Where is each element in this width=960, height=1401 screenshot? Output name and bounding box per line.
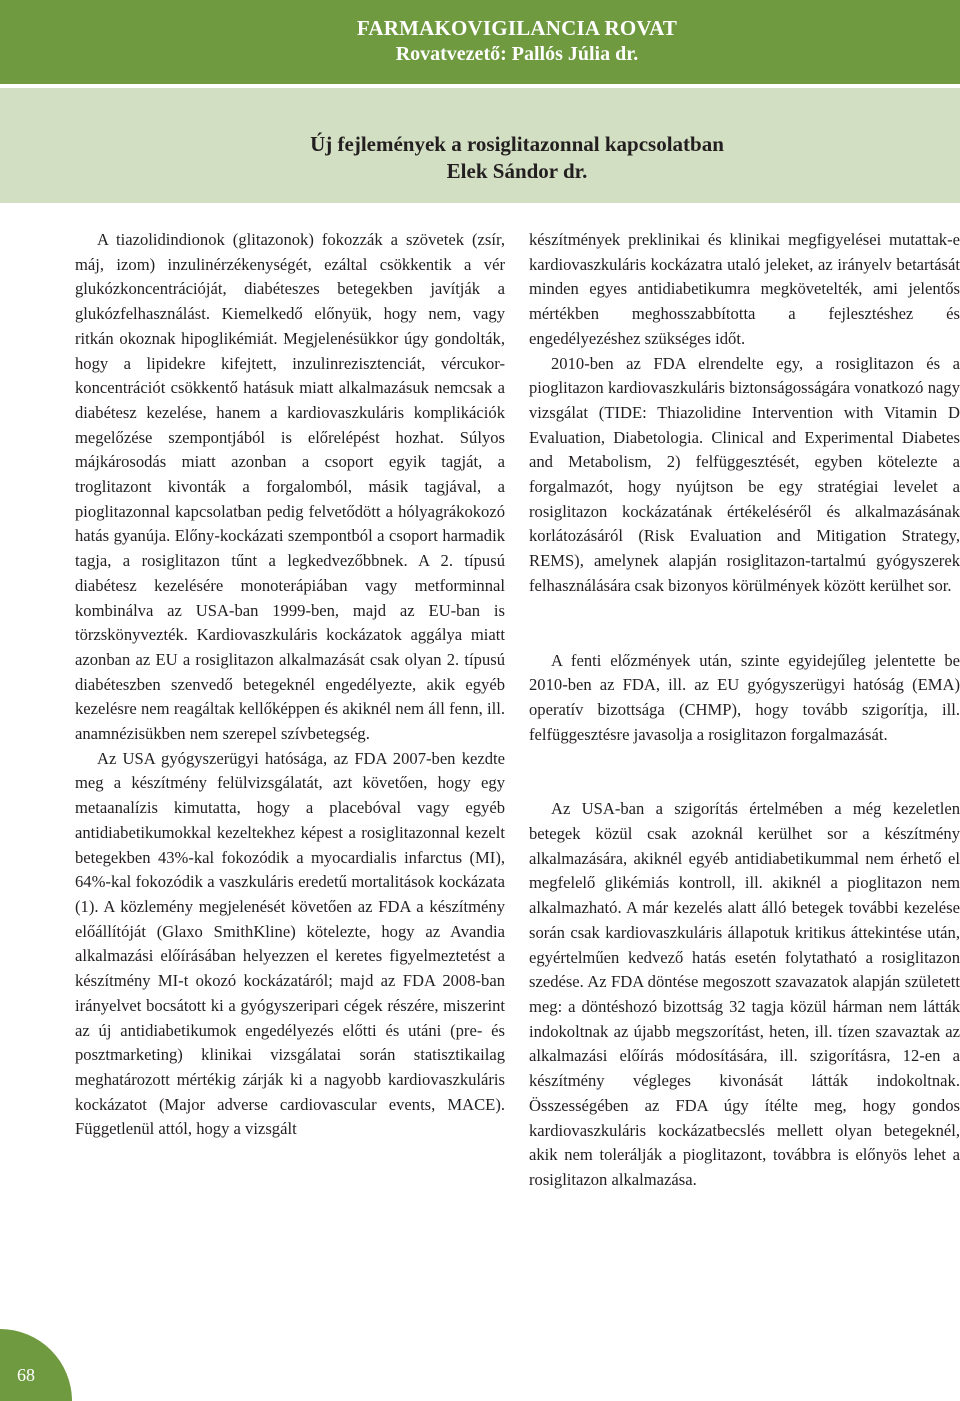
page-number-badge — [0, 1329, 72, 1401]
section-editor: Rovatvezető: Pallós Júlia dr. — [395, 43, 639, 65]
article-title-banner — [0, 88, 960, 203]
section-title: FARMAKOVIGILANCIA ROVAT — [356, 16, 678, 40]
paragraph: 2010-ben az FDA elrendelte egy, a rosiglitazon és a pioglitazon kardiovaszkuláris biztonságosságára vonatkozó nagy vizsgálat (TIDE: Thiazolidine Intervention with Vitamin D Evaluation, Diabetologia. Clinical and Experimental Diabetes and Metabolism, 2) felfüggesztését, egyben kötelezte a forgalmazót, hogy nyújtson be egy stratégiai levelet a rosiglitazon kockázatának értékeléséről és alkalmazásának korlátozásáról (Risk Evaluation and Mitigation Strategy, REMS), amelynek alapján rosiglitazon-tartalmú gyógyszerek felhasználására csak bizonyos körülmények között kerülhet sor. — [529, 353, 960, 595]
section-banner — [0, 0, 960, 84]
paragraph: A fenti előzmények után, szinte egyidejűleg jelentette be 2010-ben az FDA, ill. az EU gyógyszerügyi hatóság (EMA) operatív bizottsága (CHMP), hogy tovább szigorítja, ill. felfüggesztésre javasolja a rosiglitazon forgalmazását. — [529, 650, 960, 744]
left-column — [75, 228, 505, 1142]
article-title: Új fejlemények a rosiglitazonnal kapcsolatban — [310, 132, 724, 156]
article-author: Elek Sándor dr. — [446, 159, 588, 183]
header-banner — [0, 0, 960, 203]
paragraph: készítmények preklinikai és klinikai megfigyelései mutattak-e kardiovaszkuláris kockázatra utaló jeleket, az irányelv betartását minden egyes antidiabetikumra megkövetelték, ami jelentős mértékben meghosszabbította a fejlesztéshez és engedélyezéshez szükséges időt. — [529, 230, 960, 348]
right-column — [529, 228, 960, 1193]
paragraph: Az USA-ban a szigorítás értelmében a még kezeletlen betegek közül csak azoknál kerülhet sor a készítmény alkalmazására, akiknél egyéb antidiabetikummal nem érhető el megfelelő glikémiás kontroll, ill. akiknél a pioglitazon nem alkalmazható. A már kezelés alatt álló betegek további kezelése során csak kardiovaszkuláris állapotuk kritikus áttekintése után, egyértelműen kedvező hatás esetén folytatható a rosiglitazon szedése. Az FDA döntése megoszott szavazatok alapján született meg: a döntéshozó bizottság 32 tagja közül hárman nem látták indokoltnak az újabb megszorítást, heten, ill. tízen szavaztak az alkalmazási előírás módosítására, ill. szigorításra, 12-en a készítmény végleges kivonását látták indokoltnak. Összességében az FDA úgy ítélte meg, hogy gondos kardiovaszkuláris kockázatbecslés mellett olyan betegeknél, akik nem tolerálják a pioglitazont, továbbra is előnyös lehet a rosiglitazon alkalmazása. — [529, 799, 960, 1189]
paragraph: A tiazolidindionok (glitazonok) fokozzák a szövetek (zsír, máj, izom) inzulinérzékenységét, ezáltal csökkentik a vér glukózkoncentrációját, diabéteszes betegekben javítják a glukózfelhasználást. Kiemelkedő előnyük, hogy nem, vagy ritkán okoznak hipoglikémiát. Megjelenésükkor úgy gondolták, hogy a lipidekre kifejtett, inzulinrezisztenciát, vércukor-koncentrációt csökkentő hatásuk miatt alkalmazásuk nemcsak a diabétesz kezelése, hanem a kardiovaszkuláris komplikációk megelőzése szempontjából is előrelépést hozhat. Súlyos májkárosodás miatt azonban a csoport egyik tagját, a troglitazont kivonták a forgalomból, másik tagjával, a pioglitazonnal kapcsolatban pedig felvetődött a hólyagrákokozó hatás gyanúja. Előny-kockázati szempontból a csoport harmadik tagja, a rosiglitazon tűnt a legkedvezőbbnek. A 2. típusú diabétesz kezelésére monoterápiában vagy metforminnal kombinálva az USA-ban 1999-ben, majd az EU-ban is törzskönyvezték. Kardiovaszkuláris kockázatok aggálya miatt azonban az EU a rosiglitazon alkalmazását csak olyan 2. típusú diabéteszben szenvedő betegeknél engedélyezte, akik egyéb kezelésre nem reagáltak kellőképpen és akiknél nem áll fenn, ill. anamnézisükben nem szerepel szívbetegség. — [75, 230, 505, 744]
paragraph: Az USA gyógyszerügyi hatósága, az FDA 2007-ben kezdte meg a készítmény felülvizsgálatát, azt követően, hogy egy metaanalízis kimutatta, hogy a placebóval vagy egyéb antidiabetikumokkal kezeltekhez képest a rosiglitazonnal kezelt betegekben 43%-kal fokozódik a myocardialis infarctus (MI), 64%-kal fokozódik a vaszkuláris eredetű mortalitások kockázata (1). A közlemény megjelenését követően az FDA a készítmény előállítóját (Glaxo SmithKline) kötelezte, hogy az Avandia alkalmazási előírásában helyezzen el keretes figyelmeztetést a készítmény MI-t okozó kockázatáról; majd az FDA 2008-ban irányelvet bocsátott ki a gyógyszeripari cégek részére, miszerint az új antidiabetikumok engedélyezés előtti és utáni (pre- és posztmarketing) klinikai vizsgálatai során statisztikailag meghatározott mértékig zárják ki a nagyobb kardiovaszkuláris kockázatot (Major adverse cardiovascular events, MACE). Függetlenül attól, hogy a vizsgált — [75, 748, 505, 1139]
page-number: 68 — [17, 1365, 35, 1385]
